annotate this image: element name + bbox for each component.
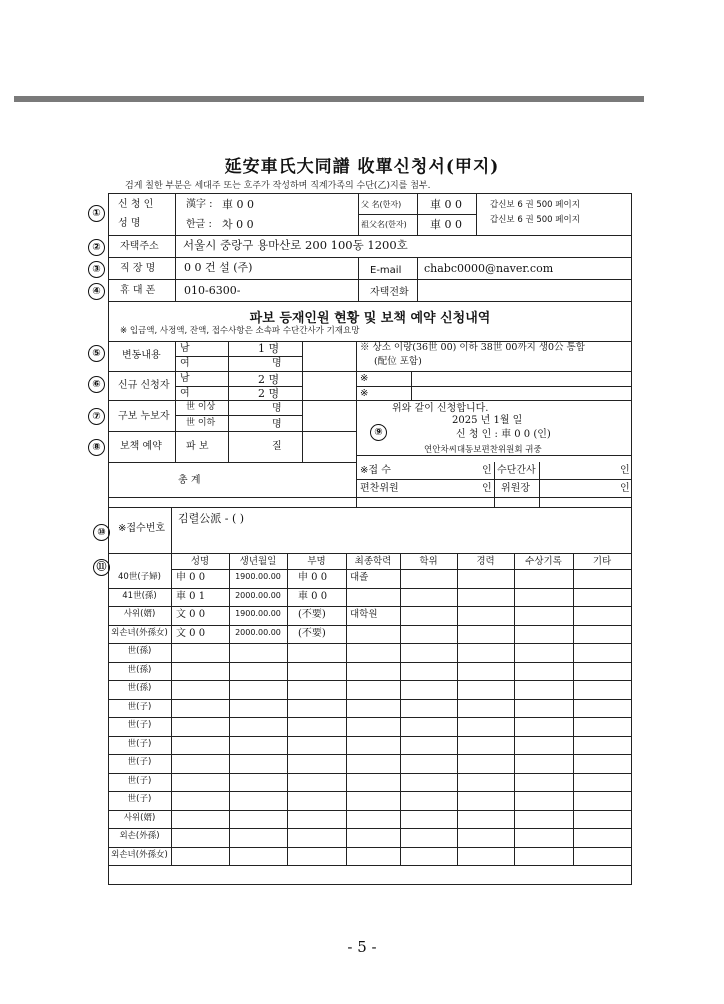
marker-11: ⑪ (93, 559, 110, 576)
table-cell-father[interactable]: 申 0 0 (298, 572, 328, 583)
table-cell-rel: 외손녀(外孫女) (111, 628, 168, 638)
form-title: 延安車氏大同譜 收單신청서(甲지) (224, 157, 500, 177)
receipt-value[interactable]: 김렬公派 - ( ) (178, 512, 245, 525)
new-male-count: 2 명 (258, 373, 280, 386)
table-cell-edu[interactable]: 대학원 (350, 609, 378, 620)
table-row-line (108, 588, 632, 589)
address-label: 자택주소 (120, 241, 159, 252)
totals-label: 총 계 (178, 475, 201, 486)
changes-note-b: (配位 포함) (374, 356, 422, 367)
marker-2: ② (88, 239, 105, 256)
workplace-label: 직 장 명 (120, 263, 156, 274)
marker-1: ① (88, 205, 105, 222)
table-cell-father[interactable]: 車 0 0 (298, 591, 328, 602)
table-row-line (108, 699, 632, 700)
table-cell-rel: 世(孫) (127, 683, 152, 693)
table-row-line (108, 717, 632, 718)
new-male: 남 (180, 373, 190, 384)
table-cell-rel: 世(孫) (127, 665, 152, 675)
omitted-row-1: 世 이상 (186, 402, 216, 412)
table-cell-rel: 世(子) (127, 757, 152, 767)
chief-label: 위원장 (501, 483, 530, 494)
table-cell-rel: 世(子) (127, 720, 152, 730)
phone-label: 휴 대 폰 (120, 285, 156, 296)
editor-seal: 인 (482, 483, 492, 494)
form-note: 검게 칠한 부분은 세대주 또는 호주가 작성하며 직계가족의 수단(乙)지를 첨부. (125, 181, 431, 191)
order-2: 갑신보 6 권 500 페이지 (490, 215, 580, 225)
family-header-cell: 경력 (476, 556, 495, 567)
grandfather-label: 祖父名(한자) (361, 220, 407, 229)
declaration-recipient: 연안차씨대동보편찬위원회 귀중 (424, 445, 542, 455)
book-value: 파 보 (186, 441, 209, 452)
family-header-cell: 최종학력 (354, 556, 392, 567)
table-cell-edu[interactable]: 대졸 (350, 572, 369, 583)
hanja-label: 漢字 : (186, 199, 213, 210)
table-row-line (108, 754, 632, 755)
family-header-cell: 학위 (419, 556, 438, 567)
workplace-value[interactable]: 0 0 건 설 (주) (184, 261, 253, 274)
marker-9: ⑨ (370, 424, 387, 441)
family-header-cell: 생년월일 (239, 556, 277, 567)
marker-8: ⑧ (88, 439, 105, 456)
table-cell-rel: 외손(外孫) (119, 831, 160, 841)
changes-female-count: 명 (272, 358, 282, 369)
table-cell-birth[interactable]: 1900.00.00 (235, 572, 281, 581)
table-cell-rel: 외손녀(外孫女) (111, 850, 168, 860)
table-cell-rel: 사위(婿) (123, 609, 156, 619)
table-cell-rel: 41世(孫) (122, 591, 157, 601)
email-label: E-mail (370, 265, 402, 276)
marker-4: ④ (88, 283, 105, 300)
table-cell-name[interactable]: 文 0 0 (176, 609, 206, 620)
changes-male: 남 (180, 343, 190, 354)
table-cell-name[interactable]: 文 0 0 (176, 628, 206, 639)
table-cell-rel: 世(孫) (127, 646, 152, 656)
table-row-line (108, 773, 632, 774)
new-mark-1: ※ (360, 373, 369, 384)
omitted-label: 구보 누보자 (118, 411, 170, 422)
editor-label: 편찬위원 (360, 483, 399, 494)
table-row-line (108, 736, 632, 737)
email-value[interactable]: chabc0000@naver.com (424, 262, 554, 275)
table-cell-name[interactable]: 車 0 1 (176, 591, 206, 602)
marker-5: ⑤ (88, 345, 105, 362)
order-1: 갑신보 6 권 500 페이지 (490, 200, 580, 210)
changes-note: ※ 상소 이랑(36世 00) 이하 38世 00까지 생0公 통합 (360, 342, 585, 353)
home-phone-label: 자택전화 (370, 287, 409, 298)
table-row-line (108, 810, 632, 811)
grandfather-value: 車 0 0 (430, 218, 462, 231)
table-cell-rel: 世(子) (127, 702, 152, 712)
declaration-line: 위와 같이 신청합니다. (392, 403, 489, 414)
address-value[interactable]: 서울시 중랑구 용마산로 200 100동 1200호 (183, 238, 408, 252)
table-cell-rel: 世(子) (127, 739, 152, 749)
received-seal: 인 (482, 465, 492, 476)
top-rule (14, 96, 644, 102)
new-female: 여 (180, 388, 190, 399)
table-row-line (108, 828, 632, 829)
hangul-value: 차 0 0 (222, 218, 254, 231)
new-mark-2: ※ (360, 388, 369, 399)
table-row-line (108, 680, 632, 681)
marker-6: ⑥ (88, 376, 105, 393)
table-cell-rel: 世(子) (127, 776, 152, 786)
table-row-line (108, 643, 632, 644)
hanja-value: 車 0 0 (222, 198, 254, 211)
page-number: - 5 - (347, 938, 377, 956)
table-cell-birth[interactable]: 1900.00.00 (235, 609, 281, 618)
table-cell-rel: 사위(婿) (123, 813, 156, 823)
table-cell-birth[interactable]: 2000.00.00 (235, 628, 281, 637)
family-header-cell: 수상기록 (525, 556, 562, 567)
table-cell-father[interactable]: (不要) (298, 609, 326, 620)
book-label: 보책 예약 (120, 441, 162, 452)
new-applicants-label: 신규 신청자 (118, 380, 170, 391)
family-header-cell: 성명 (190, 556, 210, 567)
phone-value[interactable]: 010-6300- (184, 284, 241, 297)
name-label: 성 명 (118, 218, 141, 229)
declaration-date: 2025 년 1월 일 (452, 415, 523, 426)
omitted-unit-1: 명 (272, 403, 282, 414)
changes-male-count: 1 명 (258, 342, 280, 355)
section-note: ※ 입금액, 사정액, 잔액, 접수사항은 소속파 수단간사가 기재요망 (120, 326, 360, 336)
father-label: 父 名(한자) (361, 200, 402, 209)
father-value: 車 0 0 (430, 198, 462, 211)
table-row-line (108, 791, 632, 792)
applicant-label: 신 청 인 (118, 199, 154, 210)
changes-label: 변동내용 (122, 350, 161, 361)
secretary-seal: 인 (620, 465, 630, 476)
table-row-line (108, 625, 632, 626)
table-row-line (108, 606, 632, 607)
marker-3: ③ (88, 261, 105, 278)
omitted-unit-2: 명 (272, 419, 282, 430)
marker-7: ⑦ (88, 408, 105, 425)
table-cell-birth[interactable]: 2000.00.00 (235, 591, 281, 600)
table-row-line (108, 865, 632, 866)
book-unit: 질 (272, 441, 282, 452)
table-row-line (108, 847, 632, 848)
declaration-signer: 신 청 인 : 車 0 0 (인) (456, 429, 551, 440)
received-label: ※접 수 (360, 465, 391, 476)
chief-seal: 인 (620, 483, 630, 494)
section-title: 파보 등재인원 현황 및 보책 예약 신청내역 (249, 311, 491, 326)
marker-10: ⑩ (93, 524, 110, 541)
omitted-row-2: 世 이하 (186, 418, 216, 428)
table-cell-name[interactable]: 申 0 0 (176, 572, 206, 583)
table-cell-rel: 世(子) (127, 794, 152, 804)
table-cell-rel: 40世(子婦) (118, 572, 161, 582)
table-cell-father[interactable]: (不要) (298, 628, 326, 639)
changes-female: 여 (180, 358, 190, 369)
secretary-label: 수단간사 (497, 465, 536, 476)
family-header-cell: 부명 (307, 556, 326, 567)
hangul-label: 한글 : (186, 219, 212, 230)
family-header-cell: 기타 (592, 556, 612, 567)
receipt-label: ※접수번호 (118, 523, 166, 534)
new-female-count: 2 명 (258, 387, 280, 400)
table-row-line (108, 662, 632, 663)
